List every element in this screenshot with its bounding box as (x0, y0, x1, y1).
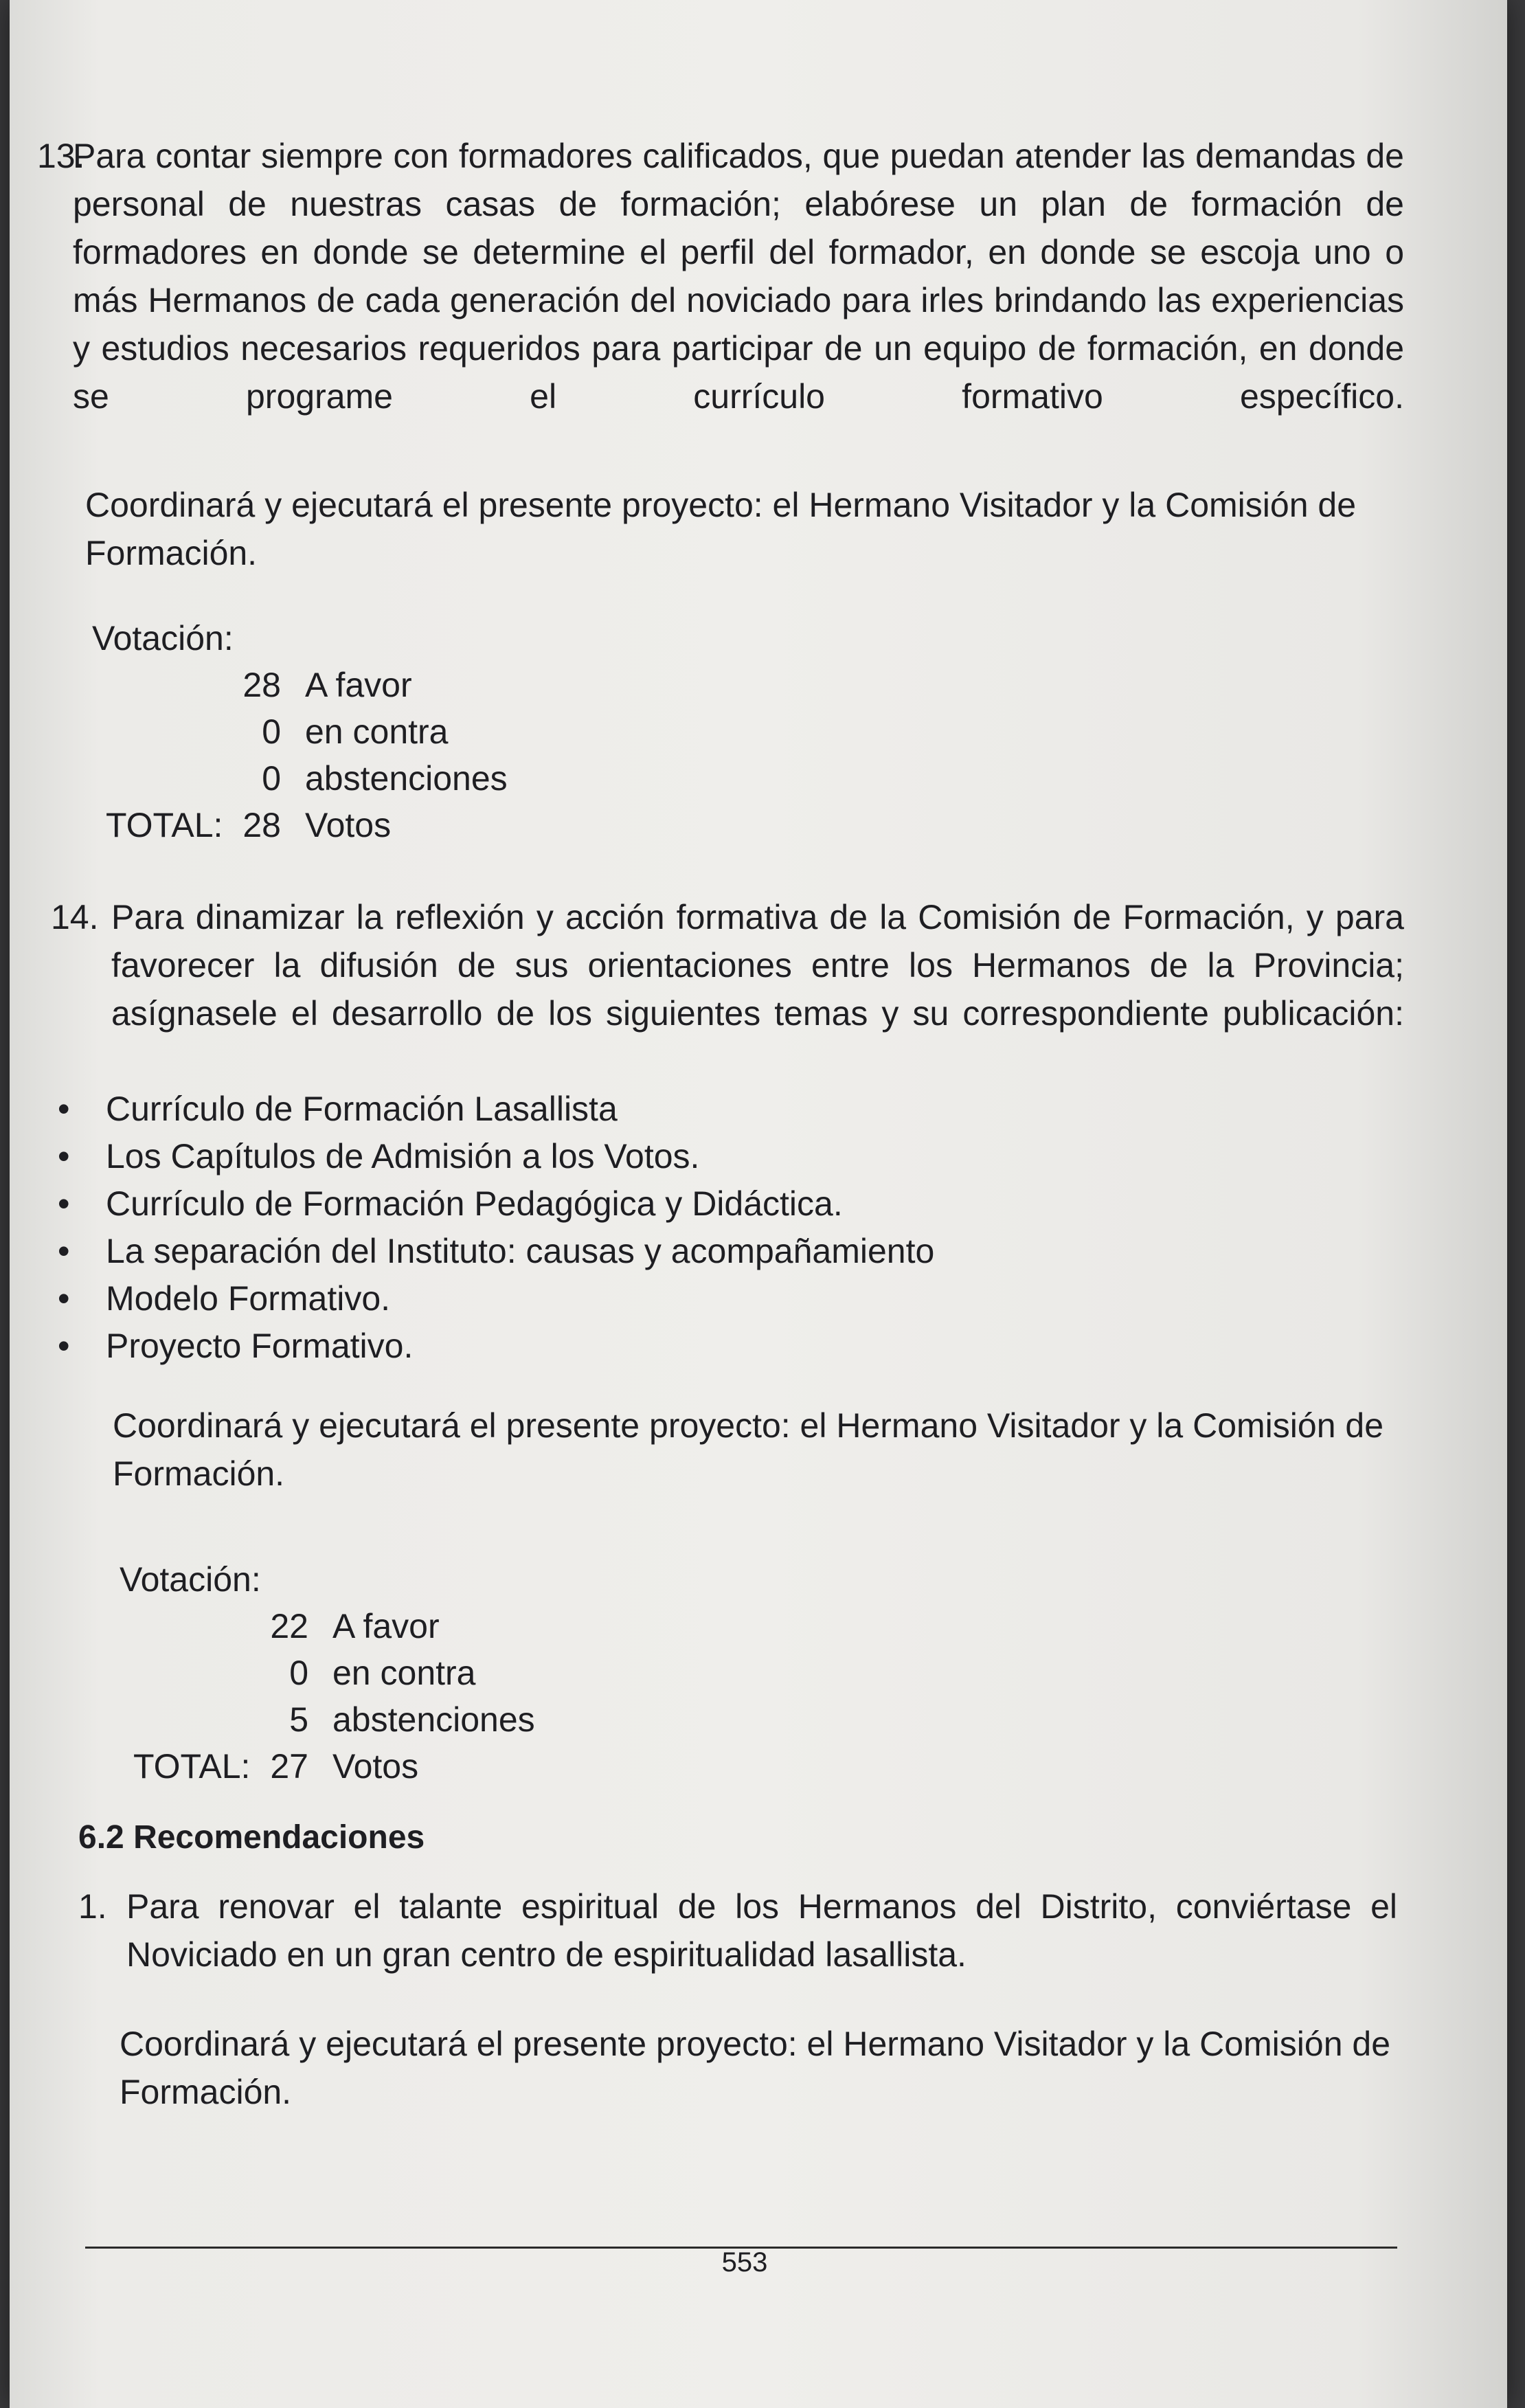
topic-item (58, 1275, 1363, 1323)
item-text: Para renovar el talante espiritual de los Hermanos del Distrito, conviértase el Noviciado en un gran centro de espiritualidad lasallista. (126, 1887, 1397, 1974)
bullet-icon: • (58, 1184, 70, 1223)
item-number: 1. (78, 1887, 107, 1926)
vote-row (120, 1603, 669, 1650)
item-text: Para dinamizar la reflexión y acción formativa de la Comisión de Formación, y para favorecer la difusión de sus orientaciones entre los Hermanos de la Provincia; asígnasele el desarrollo de los siguientes temas y su correspondiente publicación: (111, 898, 1404, 1033)
item-number: 13. (37, 137, 85, 175)
vote-block (120, 1556, 669, 1790)
item-text: Para contar siempre con formadores calificados, que puedan atender las demandas de personal de nuestras casas de formación; elabórese un plan de formación de formadores en donde se determine el perfil del formador, en donde se escoja uno o más Hermanos de cada generación del noviciado para irles brindando las experiencias y estudios necesarios requeridos para participar de un equipo de formación, en donde se programe el currículo formativo específico. (73, 137, 1404, 416)
vote-row (92, 755, 642, 802)
recommendation-1 (78, 1882, 1397, 1979)
vote-total-row (120, 1743, 669, 1790)
topic-list (58, 1085, 1363, 1370)
vote-type: abstenciones (332, 1700, 535, 1739)
topic-label: Currículo de Formación Pedagógica y Didáctica. (106, 1184, 843, 1223)
bullet-icon: • (58, 1279, 70, 1318)
topic-label: Currículo de Formación Lasallista (106, 1090, 618, 1128)
topic-item (58, 1180, 1363, 1228)
coordination-note: Coordinará y ejecutará el presente proyecto: el Hermano Visitador y la Comisión de Formación. (120, 2025, 1391, 2111)
total-label: TOTAL: (106, 806, 223, 844)
vote-count: 0 (262, 712, 281, 751)
vote-row (120, 1696, 669, 1743)
item-number: 14. (51, 898, 99, 936)
vote-row (120, 1650, 669, 1696)
vote-block (92, 615, 642, 848)
coordination-note: Coordinará y ejecutará el presente proyecto: el Hermano Visitador y la Comisión de Formación. (113, 1406, 1384, 1493)
topic-item (58, 1228, 1363, 1275)
total-unit: Votos (305, 806, 392, 844)
vote-type: en contra (332, 1654, 476, 1692)
total-unit: Votos (332, 1747, 419, 1786)
topic-label: Modelo Formativo. (106, 1279, 391, 1318)
vote-type: A favor (305, 666, 412, 704)
section-heading: 6.2 Recomendaciones (78, 1819, 425, 1856)
vote-count: 0 (262, 759, 281, 798)
vote-type: abstenciones (305, 759, 508, 798)
topic-label: Proyecto Formativo. (106, 1327, 414, 1365)
item-14 (51, 893, 1404, 1037)
vote-count: 0 (289, 1654, 308, 1692)
bullet-icon: • (58, 1137, 70, 1175)
vote-count: 5 (289, 1700, 308, 1739)
vote-total-row (92, 802, 642, 848)
vote-count: 22 (270, 1607, 308, 1645)
book-page (10, 0, 1507, 2408)
vote-type: en contra (305, 712, 449, 751)
vote-type: A favor (332, 1607, 440, 1645)
bullet-icon: • (58, 1327, 70, 1365)
vote-label: Votación: (92, 619, 234, 657)
topic-item (58, 1133, 1363, 1180)
vote-row (92, 662, 642, 708)
bullet-icon: • (58, 1090, 70, 1128)
topic-label: Los Capítulos de Admisión a los Votos. (106, 1137, 700, 1175)
page-number: 553 (721, 2247, 768, 2277)
total-count: 28 (242, 806, 281, 844)
topic-item (58, 1323, 1363, 1370)
item-13 (37, 132, 1404, 420)
total-count: 27 (270, 1747, 308, 1786)
bullet-icon: • (58, 1232, 70, 1270)
total-label: TOTAL: (133, 1747, 251, 1786)
topic-label: La separación del Instituto: causas y acompañamiento (106, 1232, 935, 1270)
coordination-note: Coordinará y ejecutará el presente proyecto: el Hermano Visitador y la Comisión de Formación. (85, 486, 1357, 572)
vote-label: Votación: (120, 1560, 261, 1599)
topic-item (58, 1085, 1363, 1133)
vote-count: 28 (242, 666, 281, 704)
vote-row (92, 708, 642, 755)
